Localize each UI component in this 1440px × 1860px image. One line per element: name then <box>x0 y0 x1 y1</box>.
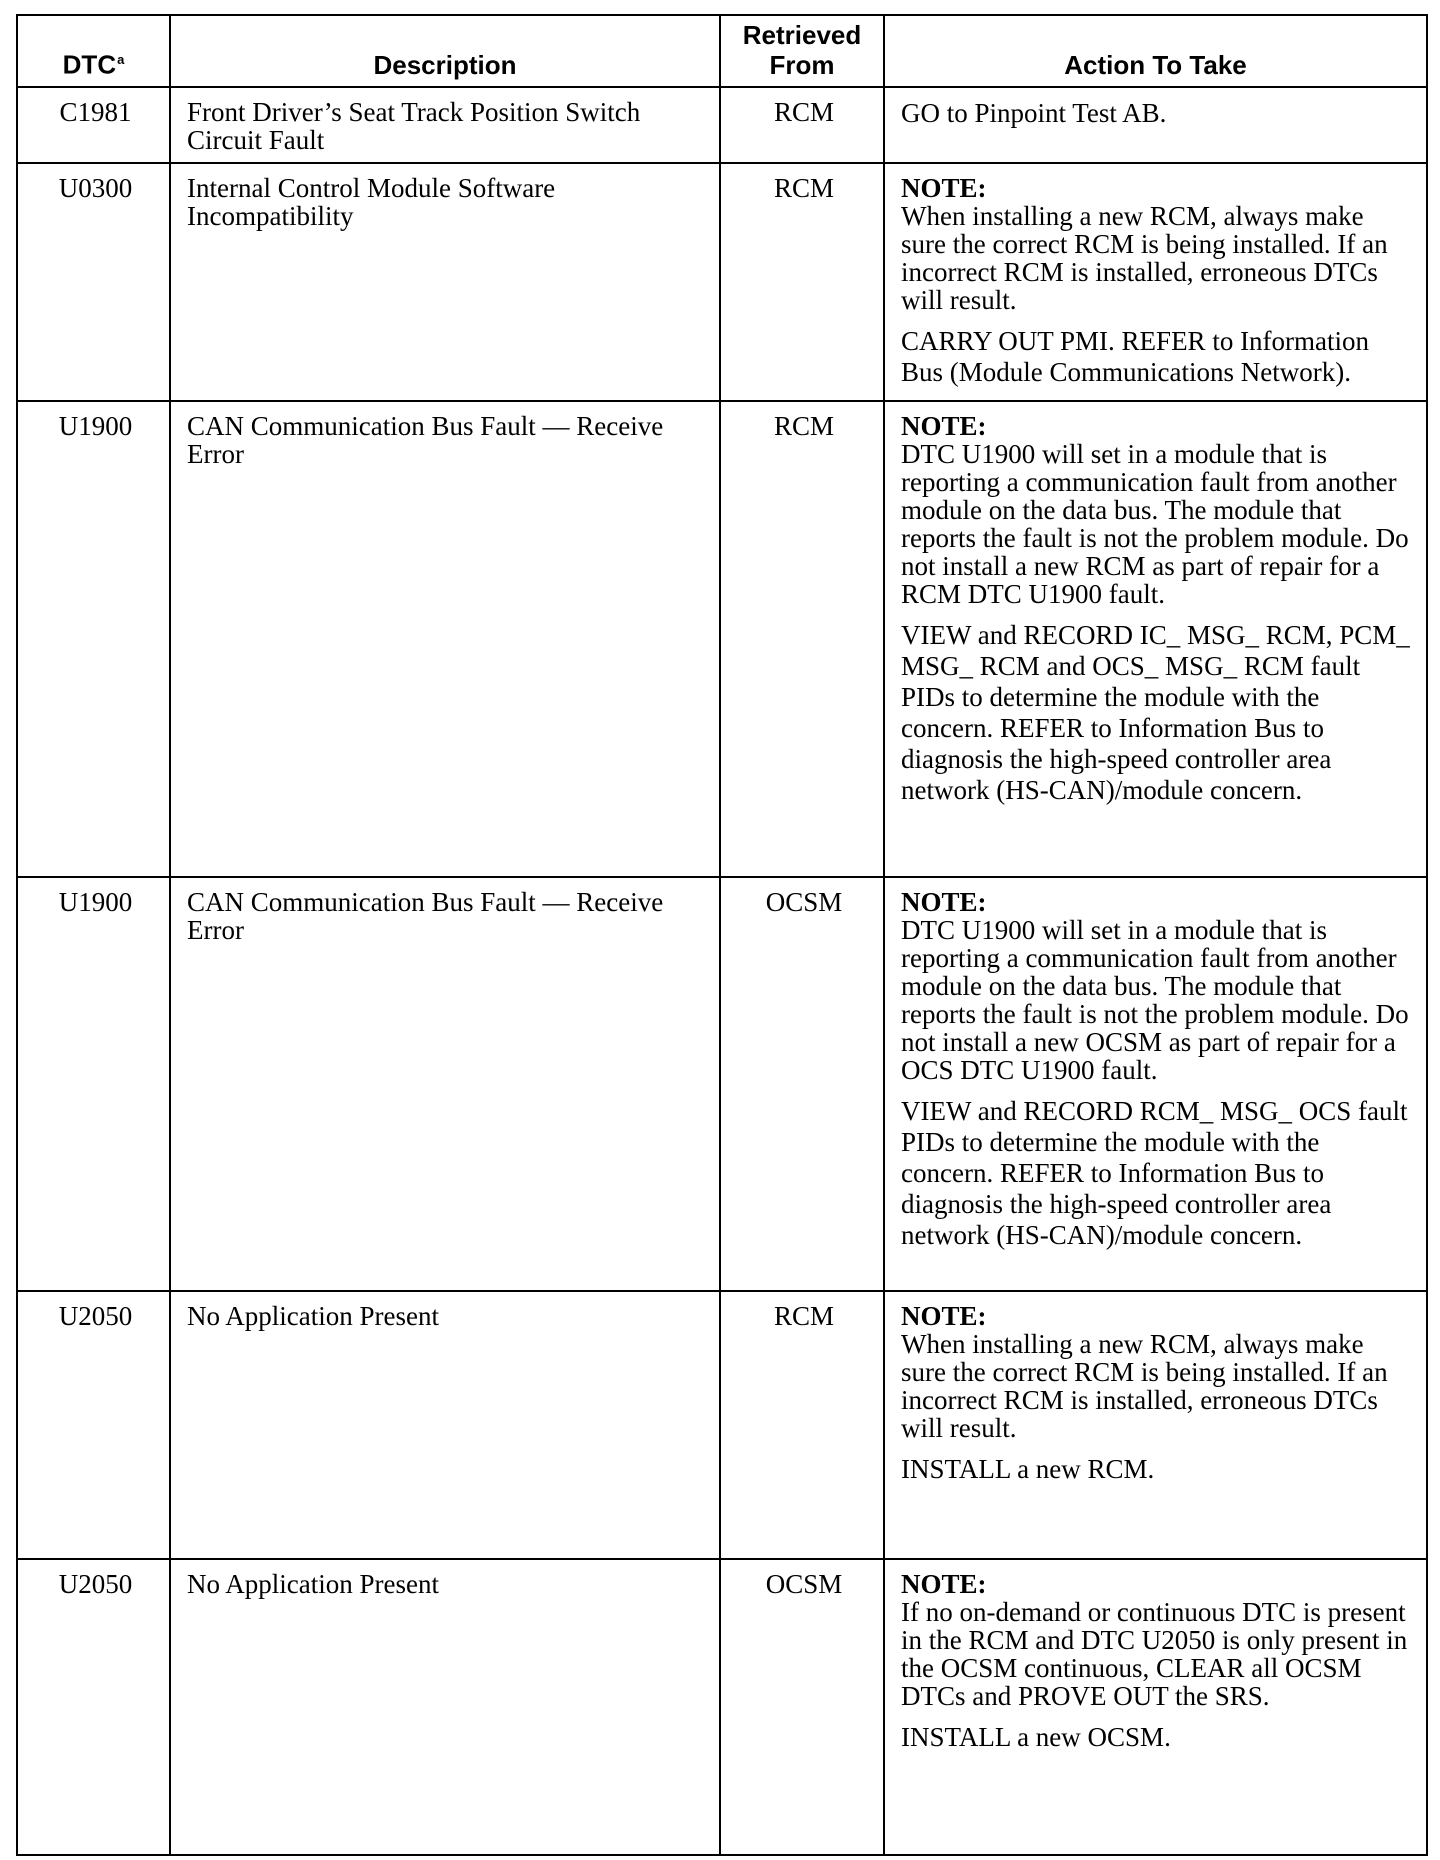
dtc-code: C1981 <box>17 87 170 163</box>
dtc-description: CAN Communication Bus Fault — Receive Error <box>170 877 720 1291</box>
action-text: VIEW and RECORD IC_ MSG_ RCM, PCM_ MSG_ RCM and OCS_ MSG_ RCM fault PIDs to determine the module with the concern. REFER to Information Bus to diagnosis the high-speed controller area network (HS-CAN)/module concern. <box>901 620 1410 805</box>
dtc-code: U2050 <box>17 1291 170 1559</box>
dtc-code: U2050 <box>17 1559 170 1855</box>
note-text: When installing a new RCM, always make sure the correct RCM is being installed. If an incorrect RCM is installed, erroneous DTCs will result. <box>901 1329 1388 1443</box>
dtc-description: Front Driver’s Seat Track Position Switch Circuit Fault <box>170 87 720 163</box>
dtc-description: CAN Communication Bus Fault — Receive Error <box>170 401 720 877</box>
column-header-action: Action To Take <box>884 15 1427 87</box>
dtc-description: Internal Control Module Software Incompatibility <box>170 163 720 401</box>
table-row <box>17 1291 1427 1559</box>
retrieved-from: RCM <box>720 163 884 401</box>
action-cell <box>884 1291 1427 1559</box>
action-cell <box>884 877 1427 1291</box>
retrieved-from: OCSM <box>720 1559 884 1855</box>
dtc-code: U1900 <box>17 877 170 1291</box>
table-row <box>17 1559 1427 1855</box>
note-text: If no on-demand or continuous DTC is present in the RCM and DTC U2050 is only present in the OCSM continuous, CLEAR all OCSM DTCs and PROVE OUT the SRS. <box>901 1597 1408 1711</box>
dtc-footnote-marker: a <box>117 52 125 68</box>
dtc-table <box>16 14 1428 1856</box>
retrieved-from: RCM <box>720 1291 884 1559</box>
action-cell <box>884 163 1427 401</box>
note-text: DTC U1900 will set in a module that is reporting a communication fault from another module on the data bus. The module that reports the fault is not the problem module. Do not install a new OCSM as part of repair for a OCS DTC U1900 fault. <box>901 915 1409 1085</box>
table-row <box>17 87 1427 163</box>
retrieved-from: RCM <box>720 401 884 877</box>
action-text: VIEW and RECORD RCM_ MSG_ OCS fault PIDs to determine the module with the concern. REFER to Information Bus to diagnosis the high-speed controller area network (HS-CAN)/module concern. <box>901 1096 1408 1250</box>
action-cell <box>884 87 1427 163</box>
table-row <box>17 163 1427 401</box>
note-label: NOTE: <box>901 411 987 441</box>
action-text: CARRY OUT PMI. REFER to Information Bus (Module Communications Network). <box>901 326 1370 387</box>
column-header-dtc <box>17 15 170 87</box>
action-text: GO to Pinpoint Test AB. <box>901 98 1167 128</box>
table-header-row <box>17 15 1427 87</box>
action-cell <box>884 1559 1427 1855</box>
retrieved-header-line1: Retrieved <box>742 20 862 50</box>
column-header-retrieved-from <box>720 15 884 87</box>
table-row <box>17 877 1427 1291</box>
dtc-description: No Application Present <box>170 1559 720 1855</box>
retrieved-from: OCSM <box>720 877 884 1291</box>
column-header-dtc-label: DTC <box>62 50 117 80</box>
note-text: DTC U1900 will set in a module that is reporting a communication fault from another module on the data bus. The module that reports the fault is not the problem module. Do not install a new RCM as part of repair for a RCM DTC U1900 fault. <box>901 439 1409 609</box>
note-label: NOTE: <box>901 173 987 203</box>
dtc-code: U1900 <box>17 401 170 877</box>
retrieved-header-line2: From <box>769 50 835 80</box>
dtc-description: No Application Present <box>170 1291 720 1559</box>
note-text: When installing a new RCM, always make sure the correct RCM is being installed. If an incorrect RCM is installed, erroneous DTCs will result. <box>901 201 1388 315</box>
table-row <box>17 401 1427 877</box>
action-text: INSTALL a new OCSM. <box>901 1722 1171 1752</box>
action-text: INSTALL a new RCM. <box>901 1454 1155 1484</box>
note-label: NOTE: <box>901 1569 987 1599</box>
note-label: NOTE: <box>901 1301 987 1331</box>
column-header-description: Description <box>170 15 720 87</box>
action-cell <box>884 401 1427 877</box>
note-label: NOTE: <box>901 887 987 917</box>
dtc-code: U0300 <box>17 163 170 401</box>
retrieved-from: RCM <box>720 87 884 163</box>
